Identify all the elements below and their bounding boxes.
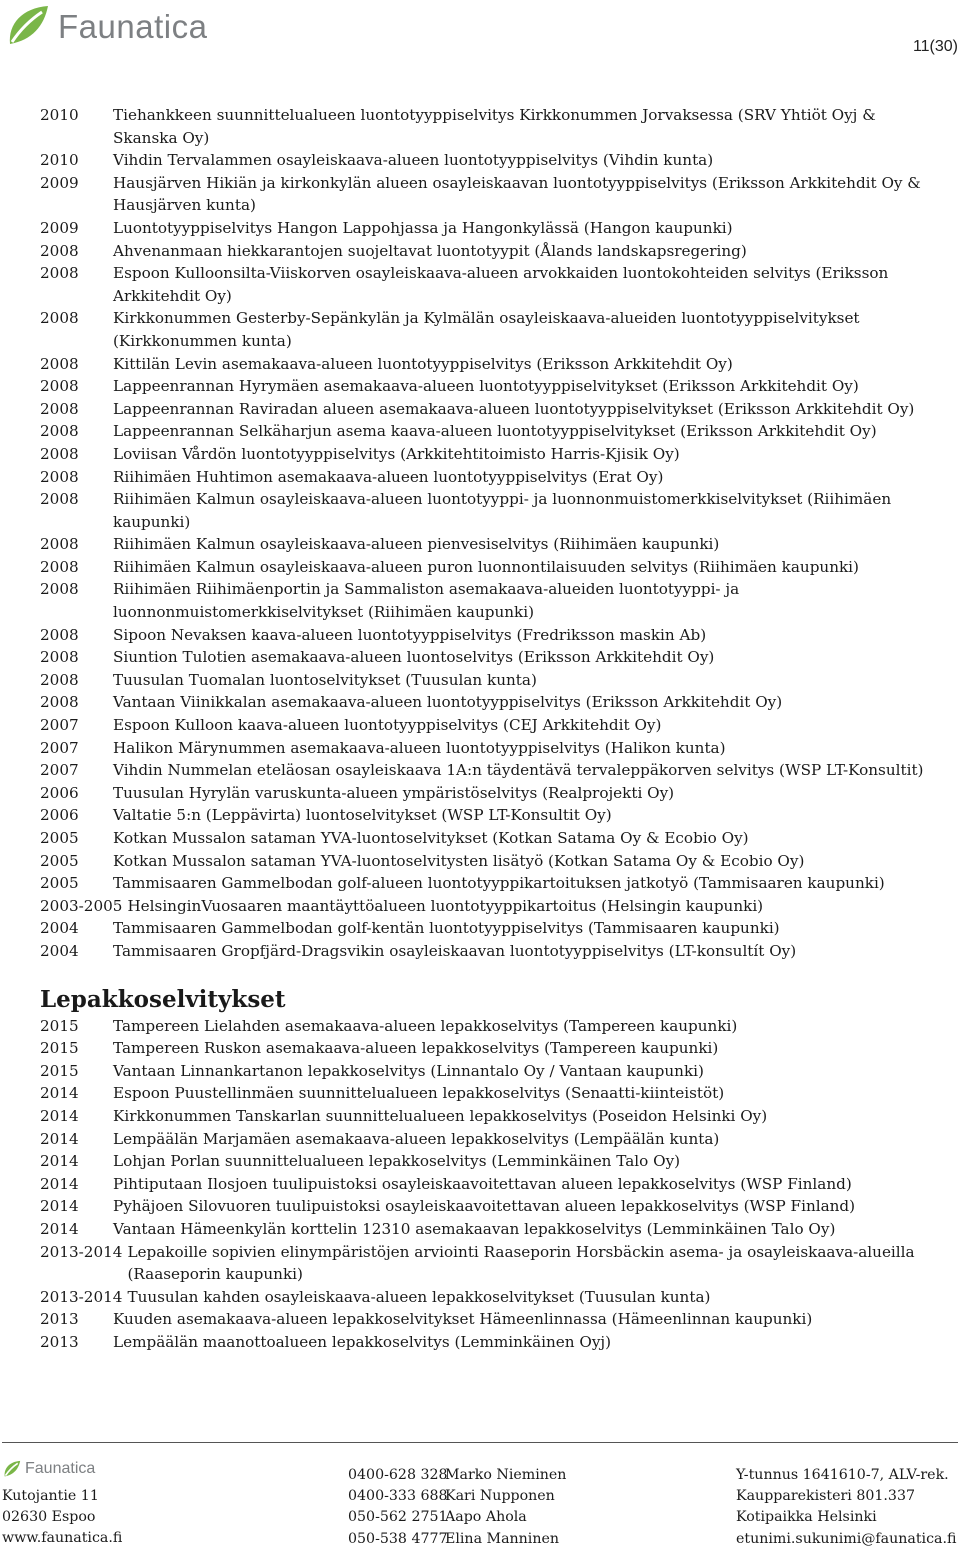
entry-year: 2013 bbox=[40, 1332, 79, 1351]
footer-contacts bbox=[348, 1465, 566, 1550]
contact-phone: 050-538 4777 bbox=[348, 1530, 448, 1547]
list-item bbox=[40, 1331, 940, 1354]
entry-text: Pihtiputaan Ilosjoen tuulipuistoksi osayleiskaavoitettavan alueen lepakkoselvitys (WSP Finland) bbox=[113, 1174, 852, 1193]
entry-year: 2013 bbox=[40, 1310, 79, 1329]
contact-row bbox=[348, 1507, 566, 1528]
entry-text: Espoon Kulloon kaava-alueen luontotyyppiselvitys (CEJ Arkkitehdit Oy) bbox=[113, 716, 662, 735]
list-item bbox=[40, 556, 940, 579]
list-item bbox=[40, 782, 940, 805]
entry-text: Tammisaaren Gammelbodan golf-kentän luontotyyppiselvitys (Tammisaaren kaupunki) bbox=[113, 919, 780, 938]
section-title: Lepakkoselvitykset bbox=[40, 985, 286, 1013]
entry-year: 2009 bbox=[40, 173, 79, 192]
entry-text: Vantaan Hämeenkylän korttelin 12310 asemakaavan lepakkoselvitys (Lemminkäinen Talo Oy) bbox=[113, 1219, 836, 1238]
entry-text: Pyhäjoen Silovuoren tuulipuistoksi osayleiskaavoitettavan alueen lepakkoselvitys (WSP Finland) bbox=[113, 1197, 856, 1216]
entry-year: 2014 bbox=[40, 1152, 79, 1171]
entry-text: Halikon Märynummen asemakaava-alueen luontotyyppiselvitys (Halikon kunta) bbox=[113, 738, 726, 757]
entry-text: Kuuden asemakaava-alueen lepakkoselvitykset Hämeenlinnassa (Hämeenlinnan kaupunki) bbox=[113, 1310, 813, 1329]
footer-divider bbox=[2, 1442, 958, 1443]
entry-year: 2008 bbox=[40, 490, 79, 509]
entry-text: Siuntion Tulotien asemakaava-alueen luontoselvitys (Eriksson Arkkitehdit Oy) bbox=[113, 648, 715, 667]
business-id: Y-tunnus 1641610-7, ALV-rek. bbox=[736, 1467, 949, 1483]
email-pattern: etunimi.sukunimi@faunatica.fi bbox=[736, 1530, 957, 1547]
entry-year: 2007 bbox=[40, 738, 79, 757]
entry-year: 2008 bbox=[40, 625, 79, 644]
entry-year: 2010 bbox=[40, 151, 79, 170]
entry-year: 2007 bbox=[40, 761, 79, 780]
entry-text: Riihimäen Kalmun osayleiskaava-alueen pienvesiselvitys (Riihimäen kaupunki) bbox=[113, 535, 720, 554]
leaf-icon bbox=[2, 1460, 22, 1478]
entry-year: 2015 bbox=[40, 1061, 79, 1080]
entry-year: 2008 bbox=[40, 241, 79, 260]
entry-text: Vantaan Viinikkalan asemakaava-alueen luontotyyppiselvitys (Eriksson Arkkitehdit Oy) bbox=[113, 693, 783, 712]
entry-year: 2014 bbox=[40, 1197, 79, 1216]
list-item bbox=[40, 895, 940, 918]
entry-text: Kotkan Mussalon sataman YVA-luontoselvitysten lisätyö (Kotkan Satama Oy & Ecobio Oy) bbox=[113, 851, 805, 870]
entry-year: 2013-2014 bbox=[40, 1242, 123, 1261]
entry-text: Loviisan Vårdön luontotyyppiselvitys (Arkkitehtitoimisto Harris-Kjisik Oy) bbox=[113, 444, 680, 463]
page-footer bbox=[0, 1442, 960, 1546]
entry-year: 2008 bbox=[40, 580, 79, 599]
entry-year: 2015 bbox=[40, 1016, 79, 1035]
entry-text: Tammisaaren Gammelbodan golf-alueen luontotyyppikartoituksen jatkotyö (Tammisaaren kaupunki) bbox=[113, 874, 885, 893]
footer-company bbox=[736, 1465, 956, 1550]
list-item bbox=[40, 827, 940, 850]
list-item bbox=[40, 646, 940, 669]
contact-row bbox=[348, 1529, 566, 1550]
list-item bbox=[40, 1128, 940, 1151]
entry-year: 2005 bbox=[40, 829, 79, 847]
entry-year: 2008 bbox=[40, 648, 79, 667]
list-item bbox=[40, 1195, 940, 1218]
list-item bbox=[40, 1037, 940, 1060]
entry-text: Tampereen Lielahden asemakaava-alueen lepakkoselvitys (Tampereen kaupunki) bbox=[113, 1016, 738, 1035]
list-item bbox=[40, 262, 940, 307]
entry-year: 2008 bbox=[40, 422, 79, 441]
list-item bbox=[40, 1082, 940, 1105]
entry-text: Lappeenrannan Hyrymäen asemakaava-alueen luontotyyppiselvitykset (Eriksson Arkkitehdit Oy) bbox=[113, 377, 859, 396]
trade-register: Kaupparekisteri 801.337 bbox=[736, 1488, 916, 1505]
entry-text: Riihimäen Huhtimon asemakaava-alueen luontotyyppiselvitys (Erat Oy) bbox=[113, 467, 664, 486]
list-item bbox=[40, 872, 940, 895]
list-item bbox=[40, 1150, 940, 1173]
entry-year: 2005 bbox=[40, 874, 79, 893]
entry-year: 2014 bbox=[40, 1084, 79, 1103]
entry-text: Espoon Puustellinmäen suunnittelualueen lepakkoselvitys (Senaatti-kiinteistöt) bbox=[113, 1084, 725, 1103]
entry-text: Tuusulan Tuomalan luontoselvitykset (Tuusulan kunta) bbox=[113, 670, 537, 689]
entry-year: 2008 bbox=[40, 377, 79, 396]
list-item bbox=[40, 375, 940, 398]
footer-brand-name: Faunatica bbox=[25, 1460, 96, 1477]
entry-text: Tuusulan kahden osayleiskaava-alueen lepakkoselvitykset (Tuusulan kunta) bbox=[127, 1287, 711, 1306]
entry-text: Kotkan Mussalon sataman YVA-luontoselvitykset (Kotkan Satama Oy & Ecobio Oy) bbox=[113, 829, 749, 847]
footer-address bbox=[2, 1486, 122, 1550]
list-item bbox=[40, 850, 940, 873]
entry-text: Lempäälän maanottoalueen lepakkoselvitys (Lemminkäinen Oyj) bbox=[113, 1332, 612, 1351]
contact-row bbox=[348, 1486, 566, 1507]
contact-phone: 0400-333 688 bbox=[348, 1488, 448, 1505]
list-item bbox=[40, 104, 940, 149]
entry-text: Lohjan Porlan suunnittelualueen lepakkoselvitys (Lemminkäinen Talo Oy) bbox=[113, 1152, 681, 1171]
domicile: Kotipaikka Helsinki bbox=[736, 1509, 877, 1526]
page-number: 11(30) bbox=[912, 38, 958, 55]
contact-name: Aapo Ahola bbox=[445, 1509, 527, 1526]
list-item bbox=[40, 669, 940, 692]
entry-text: Espoon Kulloonsilta-Viiskorven osayleiskaava-alueen arvokkaiden luontokohteiden selvitys (Eriksson Arkkitehdit Oy) bbox=[113, 264, 889, 305]
entry-year: 2004 bbox=[40, 941, 79, 960]
list-item bbox=[40, 149, 940, 172]
contact-name: Elina Manninen bbox=[445, 1530, 560, 1547]
entry-text: Lappeenrannan Selkäharjun asema kaava-alueen luontotyyppiselvitykset (Eriksson Arkkitehdit Oy) bbox=[113, 422, 877, 441]
entry-text: Sipoon Nevaksen kaava-alueen luontotyyppiselvitys (Fredriksson maskin Ab) bbox=[113, 625, 707, 644]
entry-year: 2008 bbox=[40, 557, 79, 576]
entry-text: Riihimäen Kalmun osayleiskaava-alueen luontotyyppi- ja luonnonmuistomerkkiselvitykset (Riihimäen kaupunki) bbox=[113, 490, 892, 531]
list-item bbox=[40, 443, 940, 466]
entry-year: 2003-2005 bbox=[40, 896, 123, 915]
list-item bbox=[40, 1105, 940, 1128]
entry-text: Lepakoille sopivien elinympäristöjen arviointi Raaseporin Horsbäckin asema- ja osayleiskaava-alueilla (Raaseporin kaupunki) bbox=[127, 1242, 915, 1284]
leaf-icon bbox=[4, 4, 52, 48]
list-item bbox=[40, 737, 940, 760]
entry-text: Tuusulan Hyrylän varuskunta-alueen ympäristöselvitys (Realprojekti Oy) bbox=[113, 783, 675, 802]
entry-text: Tampereen Ruskon asemakaava-alueen lepakkoselvitys (Tampereen kaupunki) bbox=[113, 1039, 719, 1058]
list-item bbox=[40, 353, 940, 376]
list-item bbox=[40, 466, 940, 489]
list-item bbox=[40, 172, 940, 217]
contact-name: Kari Nupponen bbox=[445, 1488, 555, 1505]
list-item bbox=[40, 1308, 940, 1331]
address-street: Kutojantie 11 bbox=[2, 1488, 99, 1504]
entry-year: 2008 bbox=[40, 693, 79, 712]
list-item bbox=[40, 759, 940, 782]
list-item bbox=[40, 578, 940, 623]
bat-survey-list bbox=[40, 1015, 940, 1354]
list-item bbox=[40, 1015, 940, 1038]
entry-text: Luontotyyppiselvitys Hangon Lappohjassa ja Hangonkylässä (Hangon kaupunki) bbox=[113, 218, 733, 237]
footer-logo bbox=[2, 1460, 95, 1478]
list-item bbox=[40, 940, 940, 963]
page-header bbox=[0, 0, 960, 80]
list-item bbox=[40, 624, 940, 647]
entry-text: Tammisaaren Gropfjärd-Dragsvikin osayleiskaavan luontotyyppiselvitys (LT-konsultít Oy) bbox=[113, 941, 797, 960]
list-item bbox=[40, 1241, 940, 1286]
entry-year: 2014 bbox=[40, 1129, 79, 1148]
entry-year: 2004 bbox=[40, 919, 79, 938]
entry-text: Vihdin Tervalammen osayleiskaava-alueen luontotyyppiselvitys (Vihdin kunta) bbox=[113, 151, 714, 170]
entry-year: 2010 bbox=[40, 106, 79, 124]
entry-text: Kirkkonummen Tanskarlan suunnittelualueen lepakkoselvitys (Poseidon Helsinki Oy) bbox=[113, 1106, 768, 1125]
entry-text: HelsinginVuosaaren maantäyttöalueen luontotyyppikartoitus (Helsingin kaupunki) bbox=[127, 896, 764, 915]
entry-text: Tiehankkeen suunnittelualueen luontotyyppiselvitys Kirkkonummen Jorvaksessa (SRV Yhtiöt Oyj & Skanska Oy) bbox=[113, 106, 876, 147]
list-item bbox=[40, 398, 940, 421]
list-item bbox=[40, 691, 940, 714]
list-item bbox=[40, 488, 940, 533]
entry-year: 2008 bbox=[40, 264, 79, 283]
entry-year: 2008 bbox=[40, 467, 79, 486]
brand-logo bbox=[4, 4, 207, 48]
entry-text: Lappeenrannan Raviradan alueen asemakaava-alueen luontotyyppiselvitykset (Eriksson Arkkitehdit Oy) bbox=[113, 399, 915, 418]
entry-text: Lempäälän Marjamäen asemakaava-alueen lepakkoselvitys (Lempäälän kunta) bbox=[113, 1129, 720, 1148]
entry-year: 2005 bbox=[40, 851, 79, 870]
habitat-survey-list bbox=[40, 104, 940, 963]
list-item bbox=[40, 307, 940, 352]
entry-year: 2014 bbox=[40, 1106, 79, 1125]
entry-year: 2008 bbox=[40, 670, 79, 689]
entry-year: 2013-2014 bbox=[40, 1287, 123, 1306]
list-item bbox=[40, 240, 940, 263]
contact-name: Marko Nieminen bbox=[445, 1467, 567, 1483]
list-item bbox=[40, 917, 940, 940]
list-item bbox=[40, 1218, 940, 1241]
entry-year: 2008 bbox=[40, 399, 79, 418]
entry-text: Kittilän Levin asemakaava-alueen luontotyyppiselvitys (Eriksson Arkkitehdit Oy) bbox=[113, 354, 733, 373]
entry-year: 2006 bbox=[40, 783, 79, 802]
list-item bbox=[40, 533, 940, 556]
entry-year: 2009 bbox=[40, 218, 79, 237]
list-item bbox=[40, 1060, 940, 1083]
brand-name: Faunatica bbox=[58, 8, 208, 45]
website-link[interactable]: www.faunatica.fi bbox=[2, 1530, 123, 1547]
entry-year: 2007 bbox=[40, 716, 79, 735]
document-body bbox=[40, 104, 940, 1353]
entry-year: 2008 bbox=[40, 354, 79, 373]
list-item bbox=[40, 420, 940, 443]
list-item bbox=[40, 1173, 940, 1196]
entry-text: Kirkkonummen Gesterby-Sepänkylän ja Kylmälän osayleiskaava-alueiden luontotyyppiselvitykset (Kirkkonummen kunta) bbox=[113, 309, 860, 350]
address-postal: 02630 Espoo bbox=[2, 1509, 96, 1526]
entry-year: 2008 bbox=[40, 535, 79, 554]
entry-text: Valtatie 5:n (Leppävirta) luontoselvitykset (WSP LT-Konsultit Oy) bbox=[113, 806, 612, 825]
list-item bbox=[40, 1286, 940, 1309]
entry-year: 2014 bbox=[40, 1219, 79, 1238]
entry-text: Riihimäen Kalmun osayleiskaava-alueen puron luonnontilaisuuden selvitys (Riihimäen kaupunki) bbox=[113, 557, 859, 576]
contact-phone: 050-562 2751 bbox=[348, 1509, 448, 1526]
entry-year: 2008 bbox=[40, 444, 79, 463]
entry-text: Hausjärven Hikiän ja kirkonkylän alueen osayleiskaavan luontotyyppiselvitys (Eriksson Arkkitehdit Oy & Hausjärven kunta) bbox=[113, 173, 921, 215]
list-item bbox=[40, 714, 940, 737]
list-item bbox=[40, 217, 940, 240]
entry-year: 2006 bbox=[40, 806, 79, 825]
list-item bbox=[40, 804, 940, 827]
entry-year: 2015 bbox=[40, 1039, 79, 1058]
contact-phone: 0400-628 328 bbox=[348, 1467, 448, 1483]
entry-text: Vantaan Linnankartanon lepakkoselvitys (Linnantalo Oy / Vantaan kaupunki) bbox=[113, 1061, 704, 1080]
entry-text: Riihimäen Riihimäenportin ja Sammaliston asemakaava-alueiden luontotyyppi- ja luonnonmuistomerkkiselvitykset (Riihimäen kaupunki) bbox=[113, 580, 740, 622]
entry-year: 2014 bbox=[40, 1174, 79, 1193]
entry-year: 2008 bbox=[40, 309, 79, 328]
contact-row bbox=[348, 1465, 566, 1486]
entry-text: Ahvenanmaan hiekkarantojen suojeltavat luontotyypit (Ålands landskapsregering) bbox=[113, 241, 747, 260]
entry-text: Vihdin Nummelan eteläosan osayleiskaava 1A:n täydentävä tervaleppäkorven selvitys (WSP LT-Konsultit) bbox=[113, 761, 924, 780]
